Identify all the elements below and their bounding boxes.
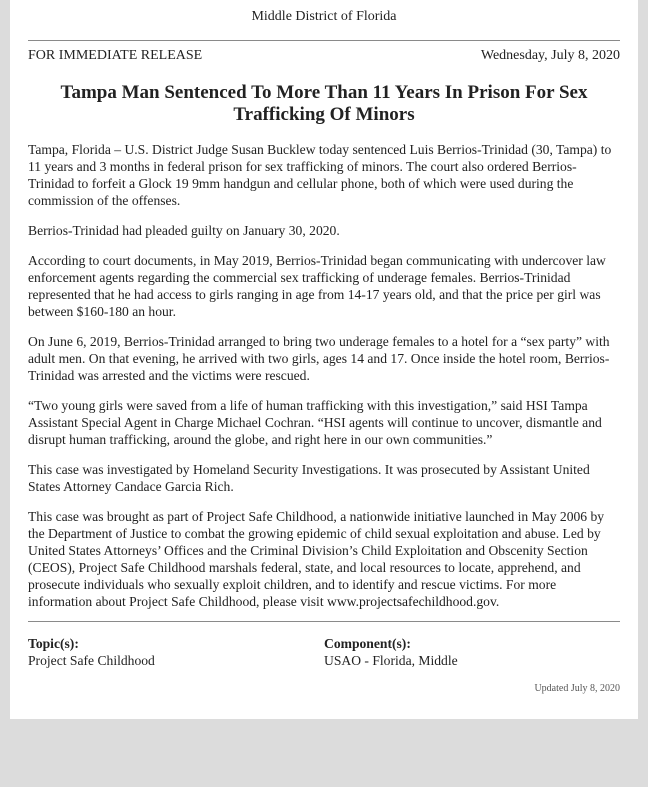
page [10, 0, 638, 719]
paragraph: Berrios-Trinidad had pleaded guilty on January 30, 2020. [28, 223, 340, 238]
paragraph: “Two young girls were saved from a life of human trafficking with this investigation,” said HSI Tampa Assistant Special Agent in Charge Michael Cochran. “HSI agents will continue to uncover, dismantle and disrupt human trafficking, around the globe, and right here in our own communities.” [28, 398, 602, 447]
top-divider [28, 40, 620, 41]
release-label: FOR IMMEDIATE RELEASE [28, 48, 203, 63]
scrollbar-track[interactable] [638, 0, 648, 787]
metadata-section [28, 635, 620, 669]
bottom-divider [28, 621, 620, 622]
topics-column [28, 635, 324, 669]
components-label: Component(s): [324, 636, 411, 651]
project-safe-childhood-link[interactable]: www.projectsafechildhood.gov [327, 594, 496, 609]
paragraph [28, 508, 620, 610]
paragraph: Tampa, Florida – U.S. District Judge Susan Bucklew today sentenced Luis Berrios-Trinidad (30, Tampa) to 11 years and 3 months in federal prison for sex trafficking of minors. The court also ordered Berrios-Trinidad to forfeit a Glock 19 9mm handgun and cellular phone, both of which were used during the commission of the offenses. [28, 142, 612, 208]
release-row [28, 48, 620, 64]
paragraph-end: . [495, 594, 500, 609]
topics-label: Topic(s): [28, 636, 79, 651]
updated-date: Updated July 8, 2020 [534, 683, 620, 694]
paragraph: This case was investigated by Homeland Security Investigations. It was prosecuted by Assistant United States Attorney Candace Garcia Rich. [28, 462, 590, 494]
components-column [324, 635, 620, 669]
topic-value[interactable]: Project Safe Childhood [28, 653, 155, 668]
paragraph-text: This case was brought as part of Project Safe Childhood, a nationwide initiative launched in May 2006 by the Department of Justice to combat the growing epidemic of child sexual exploitation and abuse. Led by United States Attorneys’ Offices and the Criminal Division’s Child Exploitation and Obscenity Section (CEOS), Project Safe Childhood marshals federal, state, and local resources to locate, apprehend, and prosecute individuals who sexually exploit children, and to identify and rescue victims. For more information about Project Safe Childhood, please visit [28, 509, 605, 609]
paragraph: On June 6, 2019, Berrios-Trinidad arranged to bring two underage females to a hotel for a “sex party” with adult men. On that evening, he arrived with two girls, ages 14 and 17. Once inside the hotel room, Berrios-Trinidad was arrested and the victims were rescued. [28, 334, 610, 383]
press-release-body [28, 141, 620, 623]
office-name: Middle District of Florida [251, 9, 397, 24]
page-title: Tampa Man Sentenced To More Than 11 Years In Prison For Sex Trafficking Of Minors [60, 82, 588, 125]
component-value[interactable]: USAO - Florida, Middle [324, 653, 458, 668]
paragraph: According to court documents, in May 2019, Berrios-Trinidad began communicating with undercover law enforcement agents regarding the commercial sex trafficking of underage females. Berrios-Trinidad represented that he had access to girls ranging in age from 14-17 years old, and that the price per girl was between $160-180 an hour. [28, 253, 606, 319]
release-date: Wednesday, July 8, 2020 [480, 48, 620, 63]
